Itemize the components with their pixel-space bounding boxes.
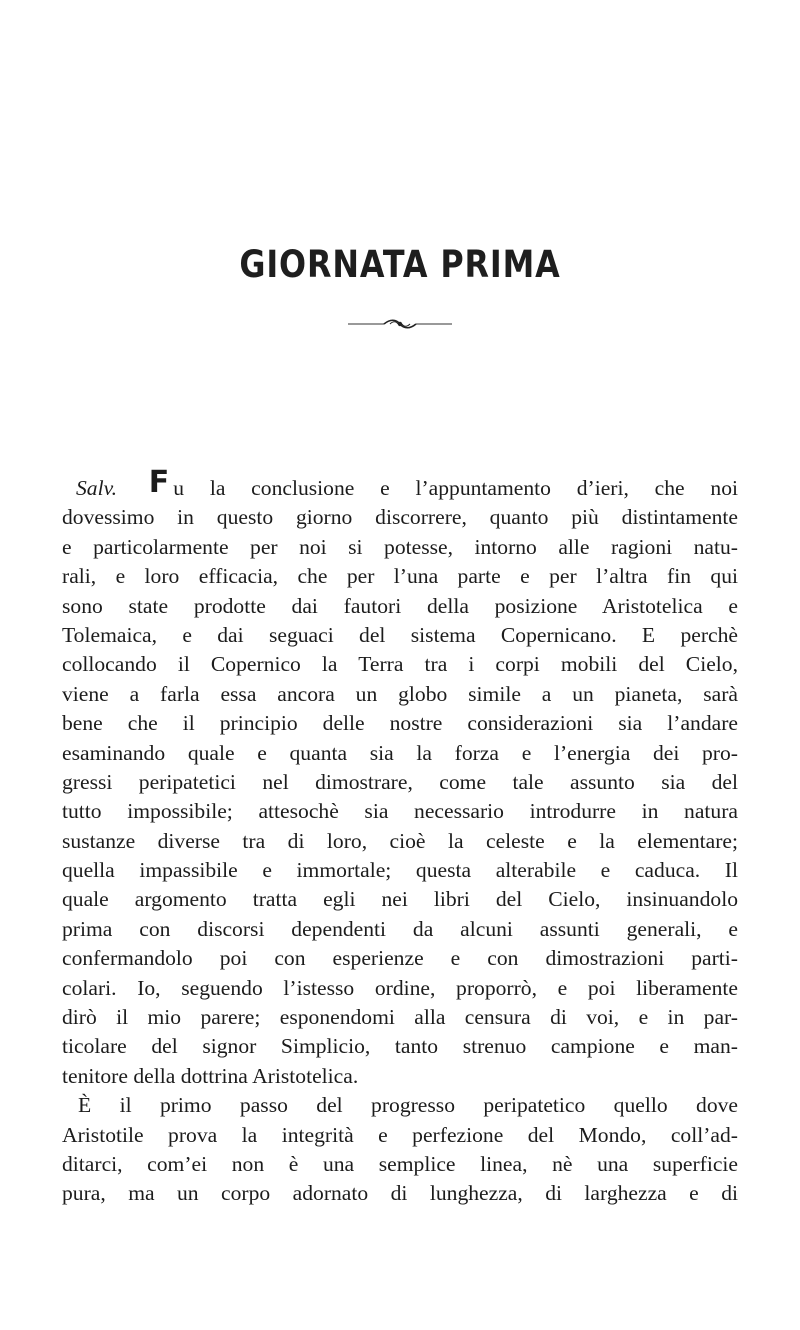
drop-capital: F	[148, 465, 170, 500]
text-line: Aristotile prova la integrità e perfezione del Mondo, coll’ad-	[62, 1122, 738, 1147]
text-line: quella impassibile e immortale; questa alterabile e caduca. Il	[62, 858, 738, 883]
text-line: pura, ma un corpo adornato di lunghezza, di larghezza e di	[62, 1181, 738, 1206]
text-line: confermandolo poi con esperienze e con dimostrazioni parti-	[62, 946, 738, 971]
text-line: esaminando quale e quanta sia la forza e l’energia dei pro-	[62, 740, 738, 765]
text-line: tenitore della dottrina Aristotelica.	[62, 1063, 359, 1088]
text-line: colari. Io, seguendo l’istesso ordine, proporrò, e poi liberamente	[62, 975, 738, 1000]
speaker-label: Salv.	[76, 476, 117, 500]
text-line: bene che il principio delle nostre considerazioni sia l’andare	[62, 711, 738, 736]
text-line: Tolemaica, e dai seguaci del sistema Copernicano. E perchè	[62, 622, 738, 647]
text-line: viene a farla essa ancora un globo simile a un pianeta, sarà	[62, 681, 738, 706]
text-line: prima con discorsi dependenti da alcuni assunti generali, e	[62, 916, 738, 941]
text-line: ticolare del signor Simplicio, tanto strenuo campione e man-	[62, 1034, 738, 1059]
text-line: dovessimo in questo giorno discorrere, quanto più distintamente	[62, 505, 738, 530]
chapter-title: GIORNATA PRIMA	[239, 243, 561, 286]
text-line: quale argomento tratta egli nei libri del Cielo, insinuandolo	[62, 887, 738, 912]
text-line: gressi peripatetici nel dimostrare, come tale assunto sia del	[62, 769, 738, 794]
text-line: È il primo passo del progresso peripatetico quello dove	[78, 1093, 738, 1118]
body-text	[62, 465, 738, 1209]
first-line-text: u la conclusione e l’appuntamento d’ieri, che noi	[173, 476, 738, 500]
text-line: sono state prodotte dai fautori della posizione Aristotelica e	[62, 593, 738, 618]
text-line: sustanze diverse tra di loro, cioè la celeste e la elementare;	[62, 828, 738, 853]
ornamental-rule-icon	[340, 317, 460, 331]
text-line: tutto impossibile; attesochè sia necessario introdurre in natura	[62, 799, 738, 824]
text-line: ditarci, com’ei non è una semplice linea, nè una superficie	[62, 1151, 738, 1176]
text-line: e particolarmente per noi si potesse, intorno alle ragioni natu-	[62, 534, 738, 559]
text-line: rali, e loro efficacia, che per l’una parte e per l’altra fin qui	[62, 564, 738, 589]
text-line: dirò il mio parere; esponendomi alla censura di voi, e in par-	[62, 1005, 738, 1030]
text-line: collocando il Copernico la Terra tra i corpi mobili del Cielo,	[62, 652, 738, 677]
first-line	[62, 465, 738, 503]
